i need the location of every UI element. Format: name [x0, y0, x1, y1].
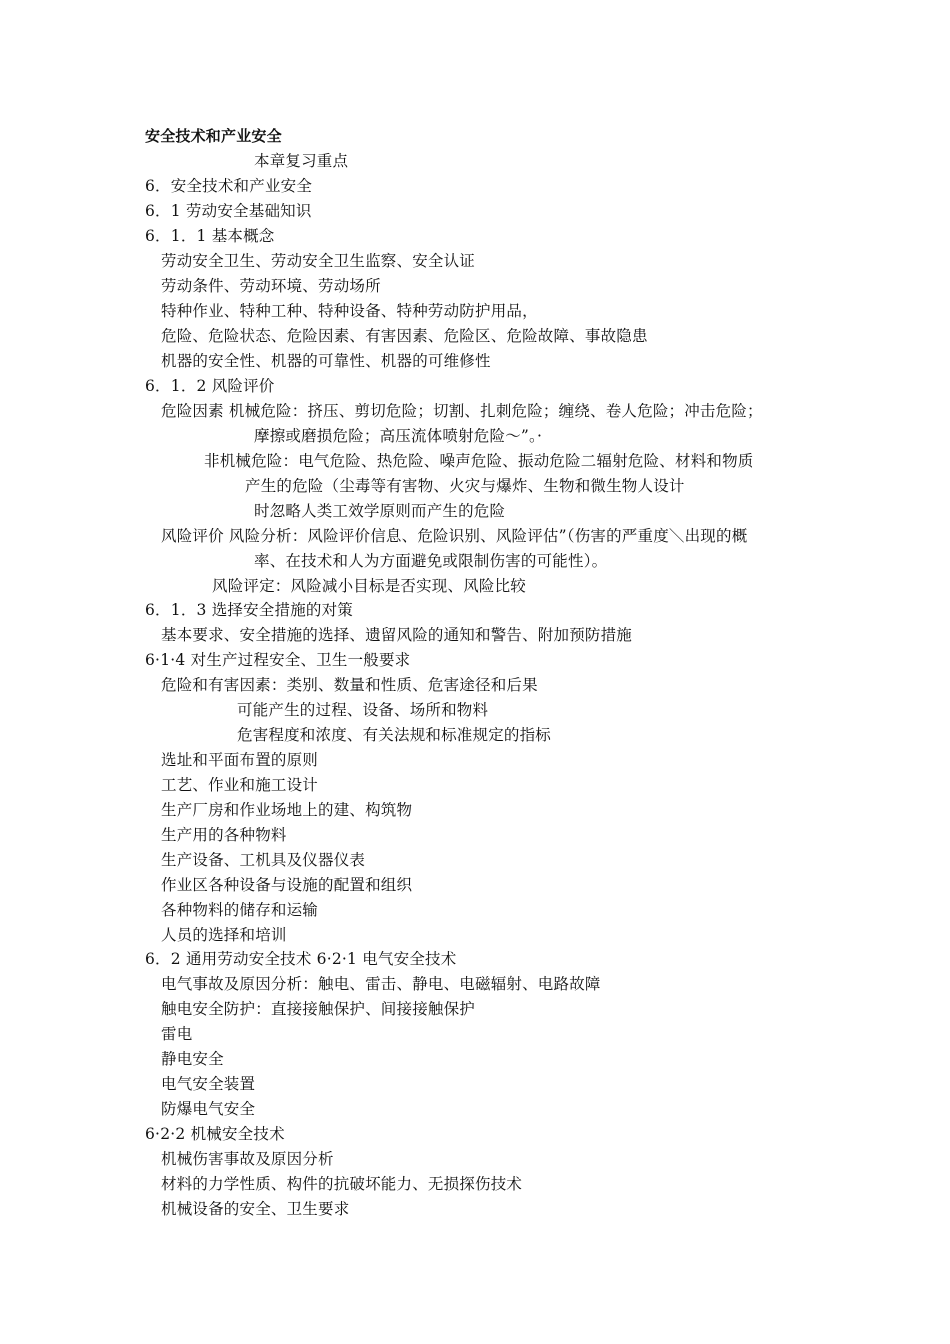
- text-line: 风险评定：风险减小目标是否实现、风险比较: [212, 577, 527, 595]
- text-line: 基本要求、安全措施的选择、遗留风险的通知和警告、附加预防措施: [161, 626, 633, 644]
- text-line: 机械设备的安全、卫生要求: [161, 1200, 350, 1218]
- text-line: 危害程度和浓度、有关法规和标准规定的指标: [237, 726, 552, 744]
- text-line: 机器的安全性、机器的可靠性、机器的可维修性: [161, 352, 491, 370]
- text-line: 非机械危险：电气危险、热危险、噪声危险、振动危险二辐射危险、材料和物质: [204, 452, 754, 470]
- section-heading: 6．1．2 风险评价: [145, 377, 275, 395]
- text-line: 防爆电气安全: [161, 1100, 256, 1118]
- text-line: 产生的危险（尘毒等有害物、火灾与爆炸、生物和微生物人设计: [245, 477, 685, 495]
- chapter-subtitle: 本章复习重点: [254, 152, 349, 170]
- section-heading: 6．安全技术和产业安全: [145, 177, 313, 195]
- text-line: 危险、危险状态、危险因素、有害因素、危险区、危险故障、事故隐患: [161, 327, 648, 345]
- section-heading: 6．1 劳动安全基础知识: [145, 202, 312, 220]
- text-line: 电气安全装置: [161, 1075, 256, 1093]
- text-line: 材料的力学性质、构件的抗破坏能力、无损探伤技术: [161, 1175, 523, 1193]
- text-line: 特种作业、特种工种、特种设备、特种劳动防护用品，: [161, 302, 538, 320]
- section-heading: 6．1．1 基本概念: [145, 227, 275, 245]
- text-line: 各种物料的储存和运输: [161, 901, 319, 919]
- section-heading: 6．1．3 选择安全措施的对策: [145, 601, 354, 619]
- section-heading: 6．2 通用劳动安全技术 6·2·1 电气安全技术: [145, 950, 457, 968]
- text-line: 时忽略人类工效学原则而产生的危险: [254, 502, 506, 520]
- text-line: 危险因素 机械危险：挤压、剪切危险；切割、扎刺危险；缠绕、卷人危险；冲击危险；: [161, 402, 763, 420]
- document-title: 安全技术和产业安全: [145, 127, 282, 145]
- text-line: 率、在技术和人为方面避免或限制伤害的可能性）。: [254, 552, 608, 570]
- text-line: 触电安全防护：直接接触保护、间接接触保护: [161, 1000, 476, 1018]
- text-line: 选址和平面布置的原则: [161, 751, 319, 769]
- text-line: 人员的选择和培训: [161, 926, 287, 944]
- text-line: 生产用的各种物料: [161, 826, 287, 844]
- text-line: 雷电: [161, 1025, 193, 1043]
- text-line: 风险评价 风险分析：风险评价信息、危险识别、风险评估”（伤害的严重度＼出现的概: [161, 527, 748, 545]
- text-line: 劳动条件、劳动环境、劳动场所: [161, 277, 381, 295]
- text-line: 机械伤害事故及原因分析: [161, 1150, 334, 1168]
- text-line: 电气事故及原因分析：触电、雷击、静电、电磁辐射、电路故障: [161, 975, 601, 993]
- text-line: 作业区各种设备与设施的配置和组织: [161, 876, 413, 894]
- section-heading: 6·2·2 机械安全技术: [145, 1125, 285, 1143]
- text-line: 工艺、作业和施工设计: [161, 776, 319, 794]
- text-line: 可能产生的过程、设备、场所和物料: [237, 701, 489, 719]
- text-line: 生产厂房和作业场地上的建、构筑物: [161, 801, 413, 819]
- text-line: 摩擦或磨损危险；高压流体喷射危险～”。·: [254, 427, 543, 445]
- text-line: 劳动安全卫生、劳动安全卫生监察、安全认证: [161, 252, 476, 270]
- text-line: 静电安全: [161, 1050, 224, 1068]
- text-line: 生产设备、工机具及仪器仪表: [161, 851, 366, 869]
- text-line: 危险和有害因素：类别、数量和性质、危害途径和后果: [161, 676, 538, 694]
- section-heading: 6·1·4 对生产过程安全、卫生一般要求: [145, 651, 411, 669]
